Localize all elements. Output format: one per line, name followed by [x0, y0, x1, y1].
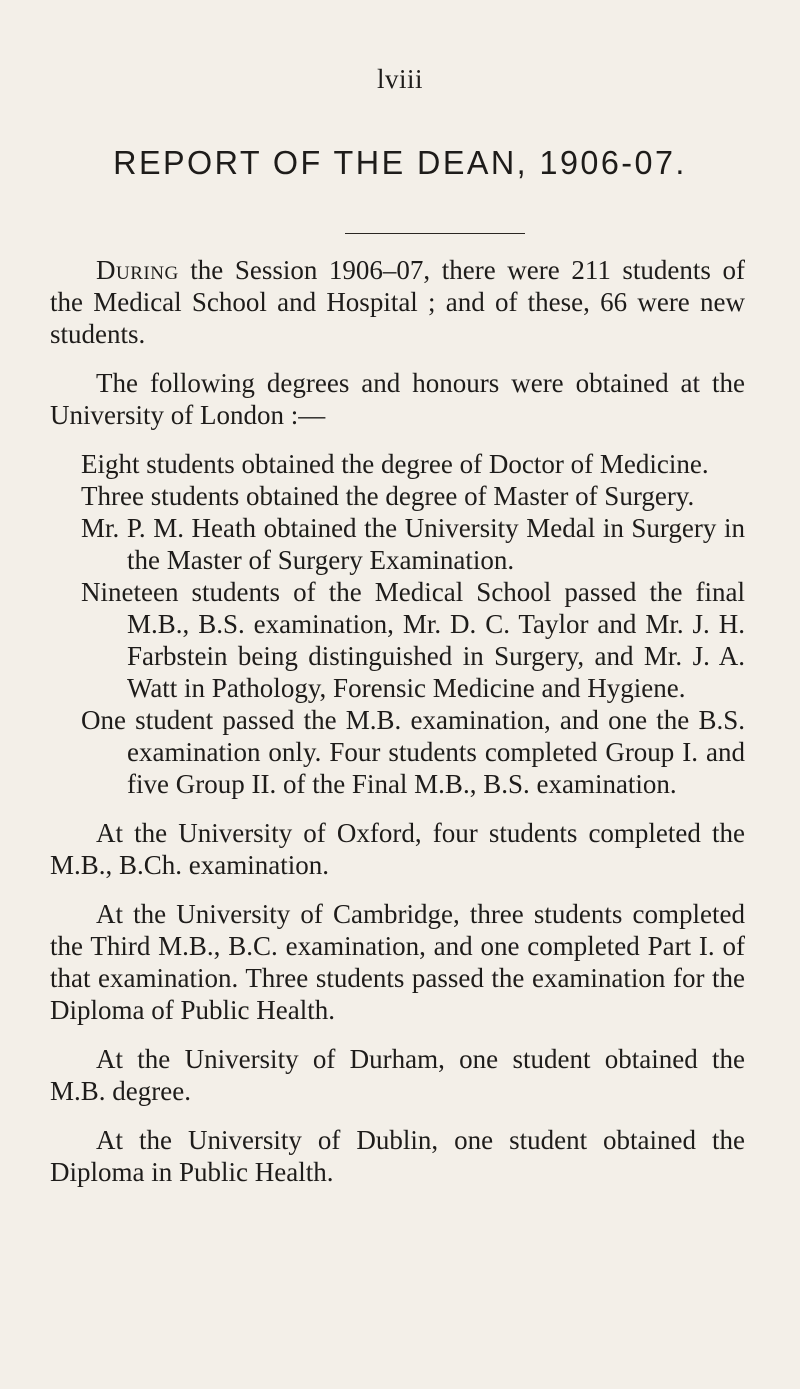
title-divider — [345, 233, 525, 234]
london-result-item: Nineteen students of the Medical School passed the final M.B., B.S. examination, Mr. D. C. Taylor and Mr. J. H. Farbstein being distinguished in Surgery, and Mr. J. A. Watt in Pathology, Forensic Medicine and Hygiene. — [81, 577, 745, 703]
page-number: lviii — [376, 64, 423, 94]
durham-paragraph: At the University of Durham, one student obtained the M.B. degree. — [50, 1044, 745, 1106]
london-result-item: Mr. P. M. Heath obtained the University Medal in Surgery in the Master of Surgery Examination. — [81, 513, 745, 575]
cambridge-paragraph: At the University of Cambridge, three students completed the Third M.B., B.C. examination, and one completed Part I. of that examination. Three students passed the examination for the Diploma of Public Health. — [50, 899, 745, 1025]
dublin-paragraph: At the University of Dublin, one student obtained the Diploma in Public Health. — [50, 1125, 745, 1187]
intro-lead-word: During — [96, 255, 179, 285]
london-result-item: Three students obtained the degree of Master of Surgery. — [81, 481, 695, 511]
london-result-item: Eight students obtained the degree of Doctor of Medicine. — [81, 449, 709, 479]
london-heading: The following degrees and honours were obtained at the University of London :— — [50, 368, 745, 430]
intro-paragraph — [50, 254, 745, 350]
london-results-list — [50, 448, 745, 800]
report-title: REPORT OF THE DEAN, 1906-07. — [113, 144, 687, 181]
oxford-paragraph: At the University of Oxford, four students completed the M.B., B.Ch. examination. — [50, 818, 745, 880]
london-result-item: One student passed the M.B. examination, and one the B.S. examination only. Four students completed Group I. and five Group II. of the Final M.B., B.S. examination. — [81, 705, 745, 799]
report-body — [50, 254, 745, 1205]
intro-text: the Session 1906–07, there were 211 students of the Medical School and Hospital ; and of these, 66 were new students. — [50, 255, 745, 349]
